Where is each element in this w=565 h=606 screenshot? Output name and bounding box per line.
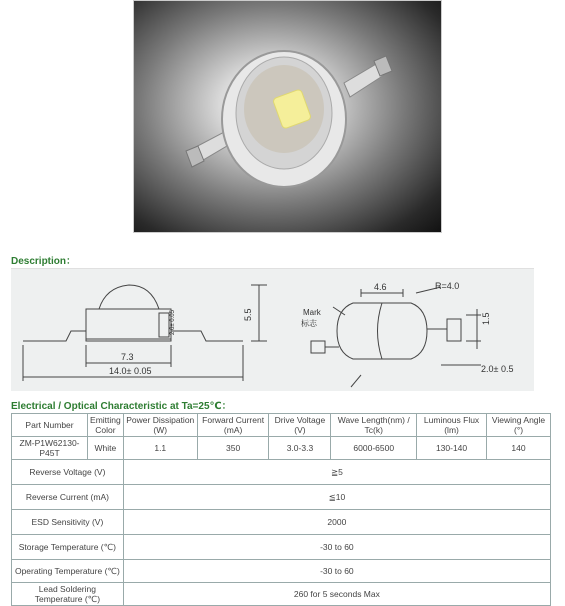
table-cell: 130-140 — [417, 437, 487, 460]
table-cell: White — [88, 437, 124, 460]
spec-value: -30 to 60 — [123, 535, 550, 560]
spec-label: Lead Soldering Temperature (℃) — [12, 583, 124, 606]
dimension-diagram — [11, 268, 534, 391]
mark-cn-label: 标志 — [301, 319, 317, 328]
dim-20-label: 2.0± 0.5 — [481, 364, 514, 374]
table-row — [12, 535, 551, 560]
header-cell: Viewing Angle (°) — [487, 414, 551, 437]
led-illustration — [134, 1, 441, 232]
table-row — [12, 437, 551, 460]
header-cell: Power Dissipation (W) — [123, 414, 197, 437]
table-cell: 6000-6500 — [331, 437, 417, 460]
dim-26-label: 2.6± 0.05 — [170, 310, 176, 335]
table-row — [12, 583, 551, 606]
dim-15-label: 1.5 — [481, 312, 491, 325]
dim-55-label: 5.5 — [243, 308, 253, 321]
spec-label: Storage Temperature (℃) — [12, 535, 124, 560]
top-view — [311, 287, 481, 387]
spec-label: Reverse Current (mA) — [12, 485, 124, 510]
dim-46-label: 4.6 — [374, 282, 387, 292]
table-cell: ZM-P1W62130-P45T — [12, 437, 88, 460]
header-cell: Luminous Flux (lm) — [417, 414, 487, 437]
table-cell: 1.1 — [123, 437, 197, 460]
header-cell: Wave Length(nm) / Tc(k) — [331, 414, 417, 437]
table-cell: 3.0-3.3 — [269, 437, 331, 460]
table-cell: 140 — [487, 437, 551, 460]
table-row — [12, 510, 551, 535]
spec-value: ≦10 — [123, 485, 550, 510]
description-title: Description： — [11, 256, 77, 267]
characteristic-title: Electrical / Optical Characteristic at Ta=25℃： — [11, 401, 232, 412]
spec-label: Operating Temperature (℃) — [12, 560, 124, 583]
led-product-photo — [133, 0, 442, 233]
spec-label: ESD Sensitivity (V) — [12, 510, 124, 535]
header-cell: Drive Voltage (V) — [269, 414, 331, 437]
spec-value: 2000 — [123, 510, 550, 535]
table-header-row — [12, 414, 551, 437]
dim-r-label: R=4.0 — [435, 281, 460, 291]
table-row — [12, 485, 551, 510]
table-cell: 350 — [197, 437, 269, 460]
mark-label: Mark — [303, 308, 321, 317]
dim-73-label: 7.3 — [121, 352, 134, 362]
dim-14-label: 14.0± 0.05 — [109, 366, 152, 376]
spec-table — [11, 413, 551, 606]
spec-value: ≧5 — [123, 460, 550, 485]
header-cell: Emitting Color — [88, 414, 124, 437]
header-cell: Forward Current (mA) — [197, 414, 269, 437]
table-row — [12, 460, 551, 485]
table-row — [12, 560, 551, 583]
header-cell: Part Number — [12, 414, 88, 437]
spec-value: -30 to 60 — [123, 560, 550, 583]
spec-label: Reverse Voltage (V) — [12, 460, 124, 485]
spec-value: 260 for 5 seconds Max — [123, 583, 550, 606]
